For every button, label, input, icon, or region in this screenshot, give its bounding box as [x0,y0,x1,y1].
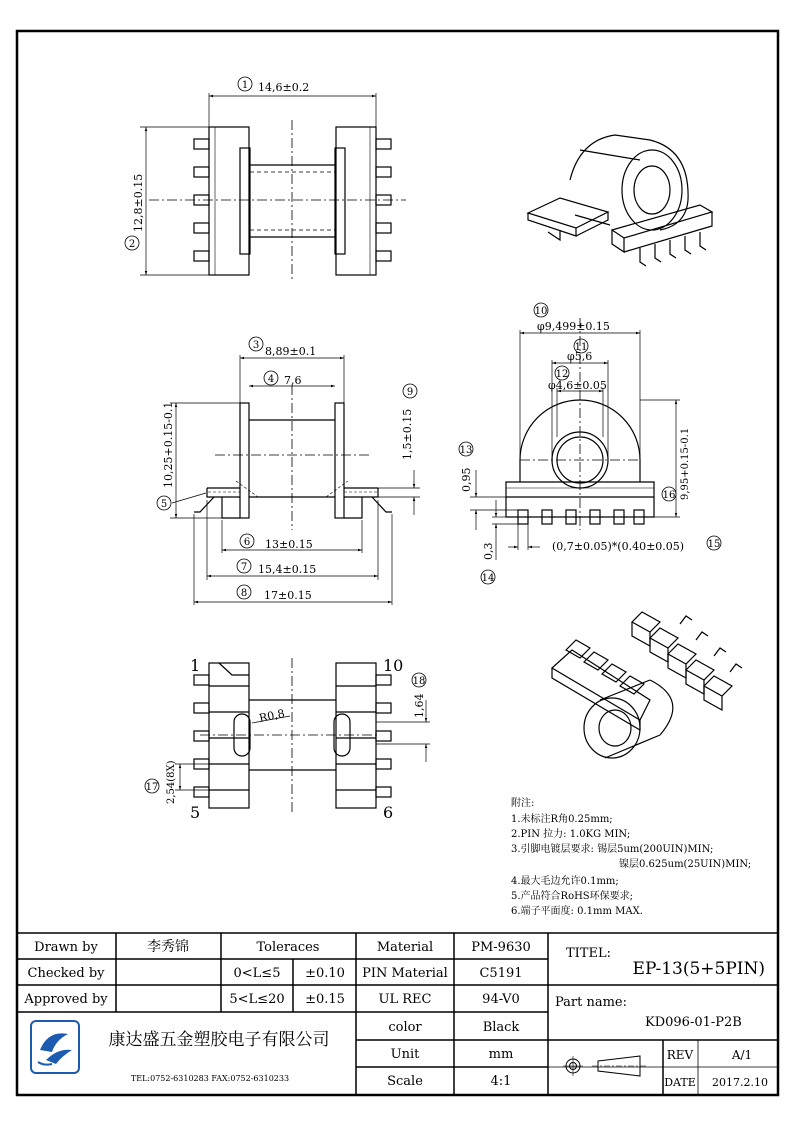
tol-range-2: 5<L≤20 [229,992,285,1007]
dimension-17 [145,760,177,804]
unit-value: mm [488,1047,514,1062]
svg-text:附注:: 附注: [511,798,535,809]
color-label: color [388,1020,422,1035]
rev-label: REV [666,1048,694,1062]
svg-text:13±0.15: 13±0.15 [265,538,313,551]
isometric-view-top [528,135,712,266]
isometric-view-bottom [552,612,742,758]
svg-text:镍层0.625um(25UIN)MIN;: 镍层0.625um(25UIN)MIN; [619,859,752,870]
dimension-3 [249,337,316,358]
pin-material-label: PIN Material [362,966,448,981]
ul-value: 94-V0 [482,992,520,1007]
svg-text:R0,8: R0,8 [257,706,286,725]
svg-text:10,25+0.15-0.1: 10,25+0.15-0.1 [162,401,175,488]
bottom-view [175,658,430,812]
svg-text:10: 10 [534,306,548,317]
approved-by-label: Approved by [24,992,108,1007]
svg-text:0,3: 0,3 [482,542,495,560]
svg-text:17±0.15: 17±0.15 [264,589,312,602]
dimension-12 [548,366,607,392]
tol-value-1: ±0.10 [305,966,345,981]
svg-text:6.端子平面度: 0.1mm MAX.: 6.端子平面度: 0.1mm MAX. [511,906,643,917]
svg-text:11: 11 [574,342,588,353]
svg-text:8: 8 [240,588,248,599]
svg-text:9: 9 [406,387,414,398]
material-value: PM-9630 [471,940,531,955]
svg-text:10: 10 [383,656,404,675]
company-logo-icon [31,1021,79,1073]
dimension-1 [238,77,309,94]
company-name: 康达盛五金塑胶电子有限公司 [108,1030,330,1050]
dimension-6 [240,534,313,551]
dimension-7 [237,559,316,576]
dimension-5 [157,496,171,510]
svg-text:4: 4 [267,374,275,385]
ul-label: UL REC [378,992,432,1007]
svg-text:1: 1 [190,656,201,675]
svg-text:1.未标注R角0.25mm;: 1.未标注R角0.25mm; [511,814,613,825]
svg-text:7: 7 [240,562,248,573]
dimension-2 [125,174,145,250]
drawn-by-value: 李秀锦 [147,939,189,955]
material-label: Material [376,940,434,955]
dimension-16 [662,428,691,501]
rev-value: A/1 [731,1048,753,1062]
tolerances-label: Toleraces [256,940,320,955]
notes [511,796,751,917]
svg-text:3.引脚电镀层要求: 锡层5um(200UIN)MIN;: 3.引脚电镀层要求: 锡层5um(200UIN)MIN; [511,844,714,855]
svg-text:14,6±0.2: 14,6±0.2 [258,81,310,94]
svg-text:9,95+0.15-0.1: 9,95+0.15-0.1 [680,427,691,500]
svg-text:12: 12 [555,369,569,380]
radius-callout [258,707,286,725]
company-contact: TEL:0752-6310283 FAX:0752-6310233 [130,1074,290,1083]
svg-text:2,54(8X): 2,54(8X) [166,760,177,804]
pin-labels [190,656,403,822]
svg-text:(0,7±0.05)*(0.40±0.05): (0,7±0.05)*(0.40±0.05) [552,540,685,553]
part-name-label: Part name: [555,995,628,1010]
title-block [17,933,778,1095]
svg-text:1,64: 1,64 [413,693,426,718]
svg-text:12,8±0.15: 12,8±0.15 [132,173,145,232]
dimension-18 [412,673,426,718]
dimension-height [162,402,175,488]
titel-label: TITEL: [566,946,611,961]
titel-value: EP-13(5+5PIN) [632,959,765,979]
svg-text:4.最大毛边允许0.1mm;: 4.最大毛边允许0.1mm; [511,876,619,887]
pin-material-value: C5191 [479,966,523,981]
projection-symbol-icon [563,1056,646,1076]
svg-text:2.PIN 拉力: 1.0KG MIN;: 2.PIN 拉力: 1.0KG MIN; [511,829,631,840]
svg-text:1: 1 [241,80,249,91]
color-value: Black [482,1020,520,1035]
svg-text:15,4±0.15: 15,4±0.15 [258,563,317,576]
svg-text:16: 16 [662,490,676,501]
svg-text:5: 5 [190,803,201,822]
part-name-value: KD096-01-P2B [645,1015,742,1030]
svg-text:φ9,499±0.15: φ9,499±0.15 [537,320,610,333]
svg-text:18: 18 [412,676,426,687]
dimension-4 [264,371,302,387]
svg-text:6: 6 [383,803,394,822]
svg-text:15: 15 [707,539,721,550]
dimension-9 [401,384,417,460]
svg-text:14: 14 [481,573,495,584]
svg-text:3: 3 [252,340,260,351]
svg-text:13: 13 [459,445,473,456]
date-label: DATE [664,1076,696,1089]
unit-label: Unit [390,1047,420,1062]
svg-text:φ4,6±0.05: φ4,6±0.05 [548,379,607,392]
svg-text:2: 2 [128,239,136,250]
drawn-by-label: Drawn by [34,940,98,955]
svg-text:7,6: 7,6 [284,374,302,387]
svg-text:0,95: 0,95 [460,467,473,492]
scale-value: 4:1 [490,1074,512,1089]
dimension-10 [534,303,610,333]
dimension-8 [237,585,312,602]
dimension-11 [567,339,592,363]
date-value: 2017.2.10 [712,1076,768,1089]
svg-text:5: 5 [160,499,168,510]
dimension-15 [552,536,721,553]
svg-text:5.产品符合RoHS环保要求;: 5.产品符合RoHS环保要求; [511,891,634,902]
dimension-13 [459,442,473,492]
svg-text:17: 17 [145,782,159,793]
scale-label: Scale [387,1074,423,1089]
svg-text:1,5±0.15: 1,5±0.15 [401,408,414,460]
svg-text:φ5,6: φ5,6 [567,350,593,363]
svg-text:8,89±0.1: 8,89±0.1 [265,345,317,358]
top-view [140,93,406,282]
svg-text:6: 6 [243,537,251,548]
tol-value-2: ±0.15 [305,992,345,1007]
dimension-14 [481,543,495,585]
tol-range-1: 0<L≤5 [233,966,281,981]
checked-by-label: Checked by [27,966,105,981]
